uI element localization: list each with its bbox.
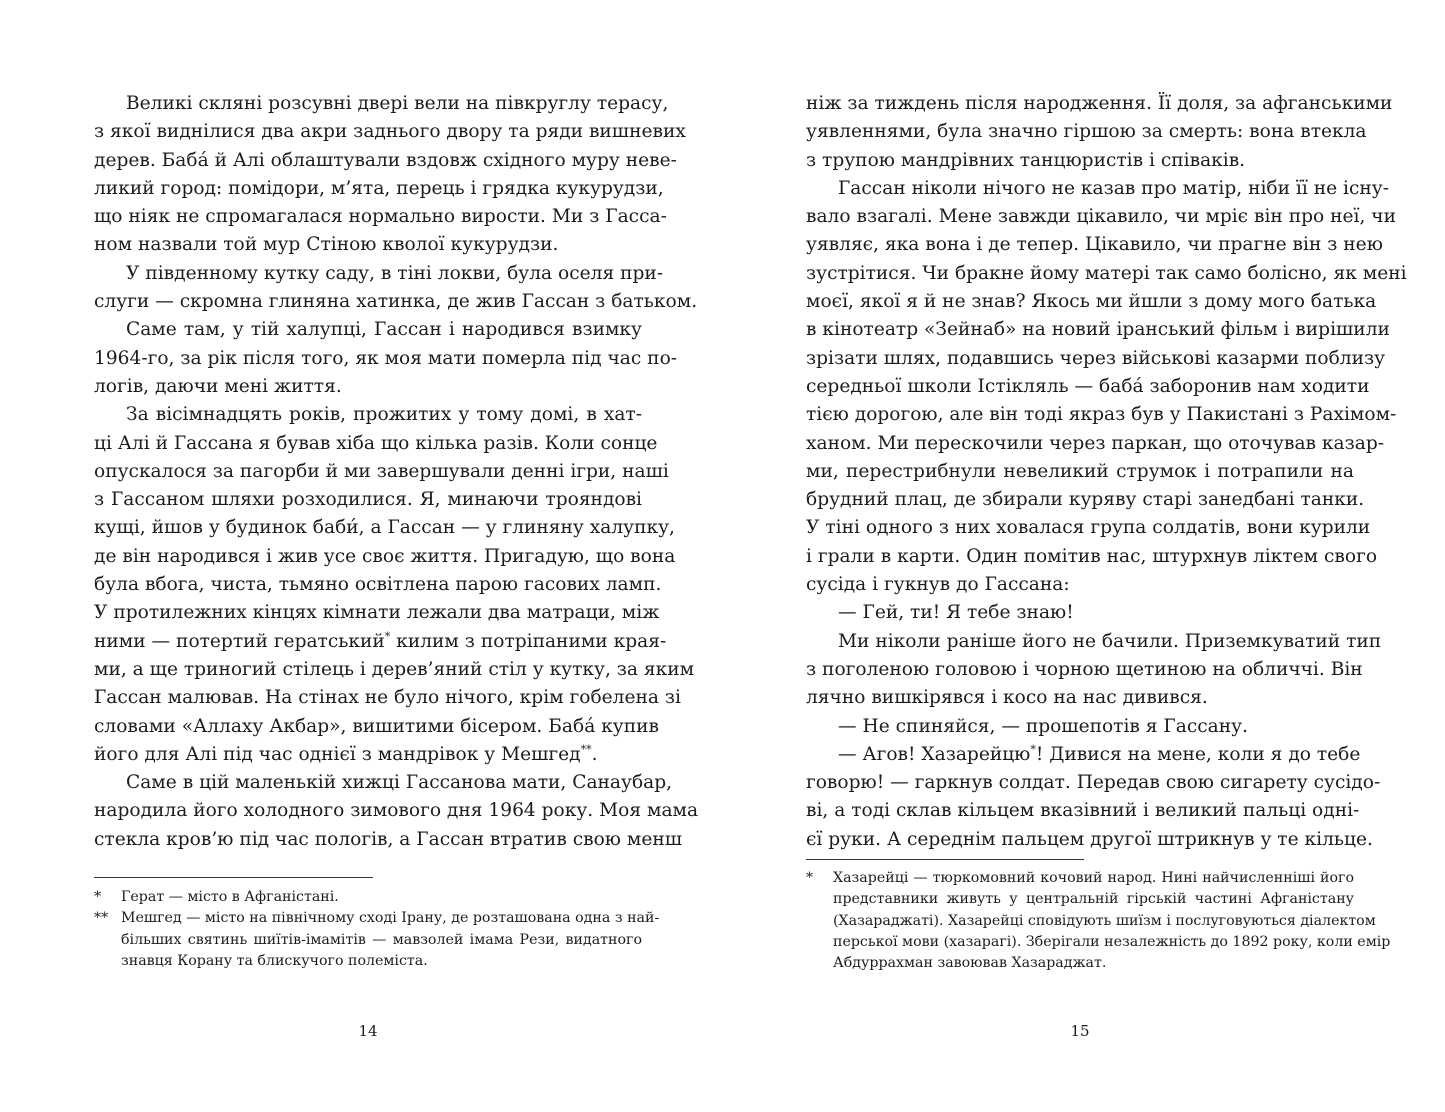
line-text: з Гассаном шляхи розходилися. Я, минаючи трояндові [94, 489, 642, 511]
text-line [94, 430, 658, 458]
line-text: з трупою мандрівних танцюристів і співаків. [806, 149, 1246, 171]
text-line [94, 514, 675, 542]
text-line [94, 458, 669, 486]
text-line [806, 713, 1354, 741]
right-footnote-rule [806, 859, 1084, 860]
footnote-text-line: знавця Корану та блискучого полеміста. [121, 952, 428, 969]
text-line [806, 684, 1354, 712]
text-line [806, 147, 1354, 175]
right-page-body-text [806, 90, 1407, 854]
line-text: з якої виднілися два акри заднього двору та ряди вишневих [94, 121, 686, 143]
line-text: тією дорогою, але він тоді якраз був у Пакистані з Рахімом- [806, 404, 1397, 426]
line-text: У протилежних кінцях кімнати лежали два матраци, між [94, 602, 660, 624]
text-line [806, 430, 1385, 458]
line-text-continued: килим з потріпаними края- [390, 630, 667, 652]
line-text: За вісімнадцять років, прожитих у тому домі, в хат- [126, 404, 642, 426]
text-line [94, 147, 677, 175]
footnote-text-line: представники живуть у центральній гірській частині Афганістану [833, 891, 1354, 908]
left-page-body-text [94, 90, 699, 854]
footnote-reference: * [1030, 742, 1036, 756]
line-text: народила його холодного зимового дня 1964 року. Моя мама [94, 800, 699, 822]
footnote-marker: * [806, 870, 814, 886]
line-text: ці Алі й Гассана я бував хіба що кілька разів. Коли сонце [94, 432, 658, 454]
text-line [94, 656, 695, 684]
right-page-number: 15 [1070, 1022, 1090, 1040]
footnote-text-line: (Хазараджаті). Хазарейці сповідують шиїзм і послуговуються діалектом [833, 912, 1376, 929]
line-text: середньої школи Істікляль — баба́ заборонив нам ходити [806, 375, 1370, 397]
text-line [806, 797, 1360, 825]
text-line [806, 203, 1396, 231]
text-line [94, 345, 678, 373]
line-text: говорю! — гаркнув солдат. Передав свою сигарету сусідо- [806, 772, 1381, 794]
line-text: сусіда і гукнув до Гассана: [806, 574, 1070, 596]
text-line [806, 628, 1382, 656]
line-text: У південному кутку саду, в тіні локви, була оселя при- [126, 262, 664, 284]
footnote-text-line: Герат — місто в Афганістані. [121, 889, 339, 905]
text-line [806, 231, 1383, 259]
line-text: уявляє, яка вона і де тепер. Цікавило, чи прагне він з нею [806, 234, 1383, 256]
text-line [94, 118, 686, 146]
footnote-text-line: Хазарейці — тюркомовний кочовий народ. Нині найчисленніші його [833, 870, 1354, 886]
text-line [806, 826, 1373, 854]
footnote-reference: ** [580, 742, 592, 756]
line-text: — Гей, ти! Я тебе знаю! [838, 602, 1074, 624]
text-line [94, 628, 667, 656]
line-text-continued: ! Дивися на мене, коли я до тебе [1035, 743, 1361, 765]
footnote [94, 887, 642, 908]
line-text: стекла кров’ю під час пологів, а Гассан втратив свою менш [94, 828, 683, 850]
left-page-number: 14 [358, 1022, 378, 1040]
footnote [806, 868, 1391, 974]
line-text: моєї, якої я й не знав? Якось ми йшли з дому мого батька [806, 291, 1377, 313]
footnote-marker: ** [94, 910, 109, 927]
text-line [94, 90, 669, 118]
line-text: була вбога, чиста, тьмяно освітлена парою гасових ламп. [94, 574, 662, 596]
text-line [806, 458, 1354, 486]
text-line [806, 571, 1354, 599]
line-text: опускалося за пагорби й ми завершували денні ігри, наші [94, 460, 669, 482]
text-line [94, 373, 642, 401]
text-line [806, 486, 1365, 514]
right-footnotes [806, 868, 1391, 974]
text-line [806, 288, 1377, 316]
text-line [806, 118, 1367, 146]
line-text: вало взагалі. Мене завжди цікавило, чи мріє він про неї, чи [806, 206, 1396, 228]
text-line [806, 373, 1370, 401]
left-page [94, 0, 699, 1112]
line-text: лячно вишкірявся і косо на нас дивився. [806, 687, 1208, 709]
line-text: і грали в карти. Один помітив нас, штурхнув ліктем свого [806, 545, 1378, 567]
footnote-text-line: перської мови (хазарагі). Зберігали незалежність до 1892 року, коли емір [833, 933, 1391, 950]
text-line [94, 543, 676, 571]
text-line [94, 797, 699, 825]
left-footnote-rule [94, 877, 373, 878]
line-text: Саме в цій маленькій хижці Гассанова мати, Санаубар, [126, 772, 673, 794]
text-line [94, 486, 642, 514]
line-text-continued: . [591, 743, 598, 765]
text-line [94, 316, 642, 344]
text-line [94, 684, 681, 712]
text-line [94, 175, 664, 203]
line-text: Ми ніколи раніше його не бачили. Приземкуватий тип [838, 630, 1382, 652]
line-text: слуги — скромна глиняна хатинка, де жив Гассан з батьком. [94, 291, 698, 313]
line-text: з поголеною головою і чорною щетиною на обличчі. Він [806, 658, 1363, 680]
line-text: уявленнями, була значно гіршою за смерть: вона втекла [806, 121, 1367, 143]
footnote-text-line: Абдуррахман завоював Хазараджат. [833, 955, 1107, 972]
line-text: його для Алі під час однієї з мандрівок у Мешгед [94, 743, 581, 765]
line-text: єї руки. А середнім пальцем другої штрикнув у те кільце. [806, 828, 1373, 850]
line-text: що ніяк не спромагалася нормально вирости. Ми з Гасса- [94, 206, 667, 228]
line-text: брудний плац, де збирали куряву старі занедбані танки. [806, 489, 1365, 511]
line-text: дерев. Баба́ й Алі облаштували вздовж східного муру неве- [94, 149, 677, 171]
text-line [806, 90, 1393, 118]
line-text: ними — потертий гератський [94, 630, 385, 652]
line-text: ніж за тиждень після народження. Її доля, за афганськими [806, 93, 1393, 114]
text-line [806, 260, 1407, 288]
text-line [806, 175, 1390, 203]
text-line [94, 599, 660, 627]
text-line [94, 571, 662, 599]
line-text: Великі скляні розсувні двері вели на півкруглу терасу, [126, 93, 669, 114]
line-text: — Не спиняйся, — прошепотів я Гассану. [838, 715, 1248, 737]
text-line [806, 656, 1363, 684]
text-line [94, 741, 642, 769]
line-text: ликий город: помідори, м’ята, перець і грядка кукурудзи, [94, 177, 664, 199]
left-footnotes [94, 887, 660, 972]
text-line [94, 713, 660, 741]
footnote [94, 908, 660, 972]
line-text: логів, даючи мені життя. [94, 375, 342, 397]
text-line [94, 401, 642, 429]
text-line [806, 514, 1371, 542]
text-line [806, 741, 1361, 769]
text-line [94, 288, 698, 316]
footnote-reference: * [384, 629, 391, 643]
text-line [806, 769, 1381, 797]
footnote-marker: * [94, 889, 102, 905]
line-text: зрізати шлях, подавшись через військові казарми поблизу [806, 347, 1386, 369]
text-line [94, 826, 683, 854]
text-line [94, 769, 673, 797]
line-text: ми, перестрибнули невеликий струмок і потрапили на [806, 460, 1354, 482]
line-text: кущі, йшов у будинок баби́, а Гассан — у глиняну халупку, [94, 517, 675, 539]
right-page [806, 0, 1407, 1112]
line-text: ві, а тоді склав кільцем вказівний і великий пальці одні- [806, 800, 1360, 822]
line-text: де він народився і жив усе своє життя. Пригадую, що вона [94, 545, 676, 567]
text-line [806, 316, 1390, 344]
text-line [806, 401, 1397, 429]
line-text: словами «Аллаху Акбар», вишитими бісером. Баба́ купив [94, 715, 660, 737]
text-line [94, 203, 667, 231]
line-text: ми, а ще триногий стілець і дерев’яний стіл у кутку, за яким [94, 658, 695, 680]
footnote-text-line: більших святинь шиїтів-імамітів — мавзолей імама Рези, видатного [121, 931, 642, 948]
line-text: — Агов! Хазарейцю [838, 743, 1031, 765]
line-text: ханом. Ми перескочили через паркан, що оточував казар- [806, 432, 1385, 454]
footnote-text-line: Мешгед — місто на північному сході Ірану, де розташована одна з най- [121, 910, 660, 927]
text-line [94, 260, 664, 288]
line-text: Саме там, у тій халупці, Гассан і народився взимку [126, 319, 642, 341]
line-text: У тіні одного з них ховалася група солдатів, вони курили [806, 517, 1371, 539]
line-text: в кінотеатр «Зейнаб» на новий іранський фільм і вирішили [806, 319, 1390, 341]
text-line [94, 231, 642, 259]
text-line [806, 599, 1354, 627]
line-text: зустрітися. Чи бракне йому матері так само болісно, як мені [806, 262, 1407, 284]
line-text: Гассан ніколи нічого не казав про матір, ніби її не існу- [838, 177, 1390, 199]
line-text: ном назвали той мур Стіною кволої кукурудзи. [94, 234, 559, 256]
text-line [806, 543, 1378, 571]
line-text: 1964-го, за рік після того, як моя мати померла під час по- [94, 347, 678, 369]
line-text: Гассан малював. На стінах не було нічого, крім гобелена зі [94, 687, 681, 709]
text-line [806, 345, 1386, 373]
